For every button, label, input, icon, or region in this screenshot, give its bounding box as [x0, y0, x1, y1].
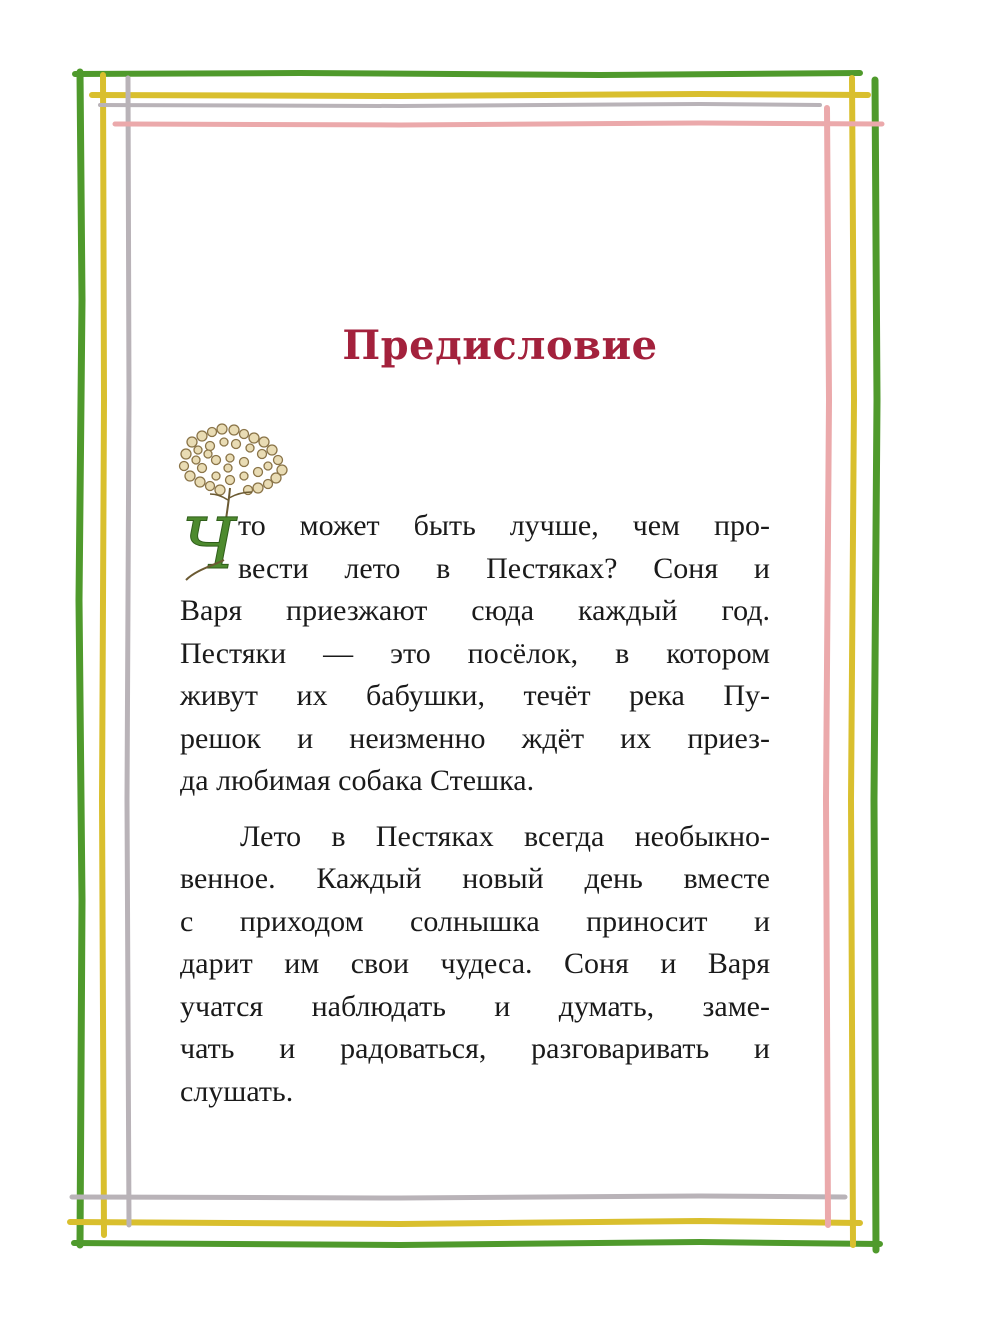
- text-line: Варя приезжают сюда каждый год.: [180, 594, 770, 627]
- frame-line-pink-right: [826, 108, 829, 1225]
- frame-line-green-left: [79, 72, 82, 1245]
- text-line: Пестяки — это посёлок, в котором: [180, 636, 770, 670]
- paragraph-2: [180, 816, 770, 1114]
- dropcap-letter: Ч: [182, 503, 237, 585]
- text-line: живут их бабушки, течёт река Пу-: [180, 679, 770, 712]
- text-line: чать и радоваться, разговаривать и: [180, 1032, 770, 1065]
- text-line: дарит им свои чудеса. Соня и Варя: [180, 947, 770, 980]
- frame-line-gray-top: [100, 104, 820, 106]
- frame-line-yellow-top: [92, 94, 868, 96]
- text-line: учатся наблюдать и думать, заме-: [180, 989, 770, 1023]
- text-line: венное. Каждый новый день вместе: [180, 862, 770, 895]
- page-title: Предисловие: [342, 322, 658, 369]
- frame-line-green-bottom: [74, 1242, 880, 1245]
- text-line: вести лето в Пестяках? Соня и: [238, 551, 770, 585]
- frame-line-green-right: [874, 80, 877, 1250]
- frame-line-yellow-right: [851, 78, 854, 1245]
- preface-text: [180, 505, 770, 1113]
- paragraph-1: [180, 505, 770, 803]
- text-line: слушать.: [180, 1074, 294, 1108]
- frame-line-yellow-bottom: [70, 1221, 860, 1224]
- frame-line-green-top: [75, 73, 860, 75]
- frame-line-gray-left: [127, 78, 129, 1225]
- text-line: то может быть лучше, чем про-: [238, 509, 770, 542]
- text-line: да любимая собака Стешка.: [180, 764, 535, 797]
- frame-line-pink-top: [115, 123, 882, 125]
- text-line: с приходом солнышка приносит и: [180, 904, 770, 938]
- frame-line-gray-bottom: [72, 1196, 845, 1198]
- text-line: решок и неизменно ждёт их приез-: [180, 721, 770, 755]
- text-line: Лето в Пестяках всегда необыкно-: [240, 819, 770, 853]
- frame-line-yellow-left: [102, 75, 104, 1235]
